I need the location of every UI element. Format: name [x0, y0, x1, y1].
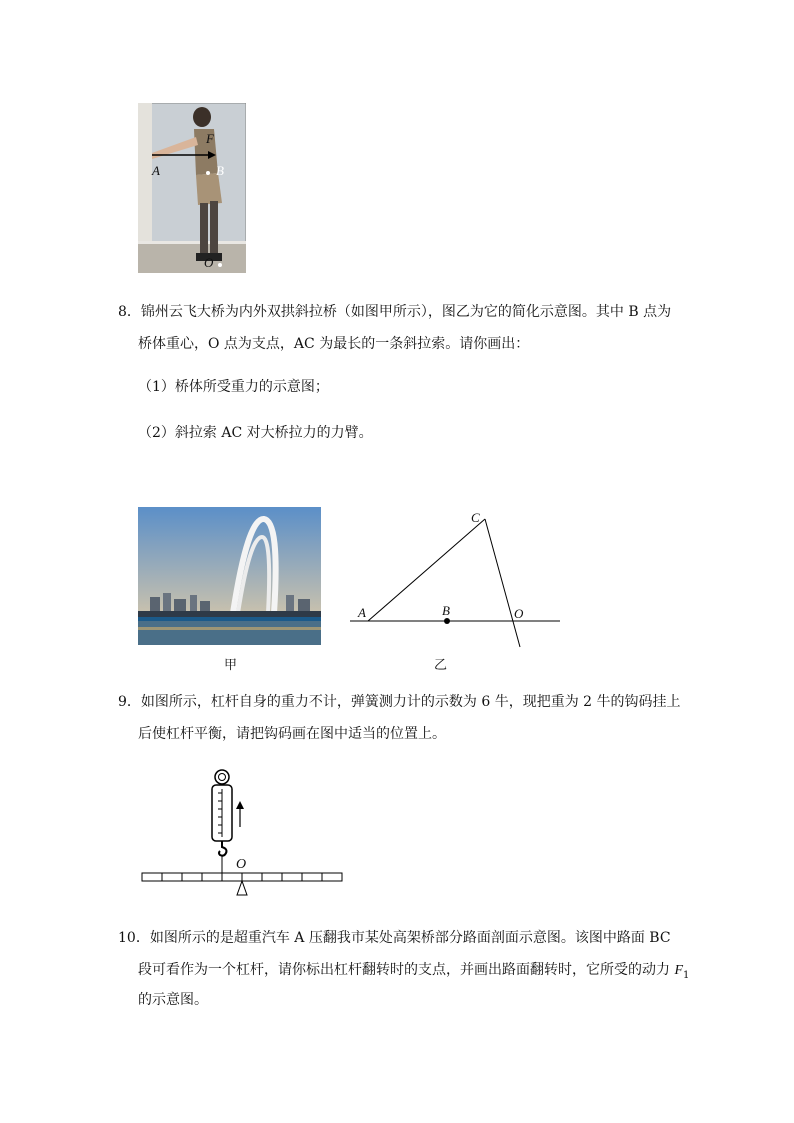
bridge-photo-svg	[138, 507, 321, 645]
caption-jia: 甲	[224, 658, 238, 673]
lever-pivot-label: O	[236, 857, 247, 872]
q9-line1: 9．如图所示，杠杆自身的重力不计，弹簧测力计的示数为 6 牛，现把重为 2 牛的钩码挂上	[118, 694, 681, 710]
q8-line2: 桥体重心，O 点为支点，AC 为最长的一条斜拉索。请你画出：	[138, 336, 530, 352]
diagram-label-c: C	[471, 510, 480, 525]
bridge-photo	[138, 507, 321, 645]
q8-item1: （1）桥体所受重力的示意图；	[138, 379, 329, 395]
person-pushing-wall-photo	[138, 103, 246, 273]
diagram-label-b: B	[442, 603, 450, 618]
lever-diagram-svg	[140, 765, 350, 900]
label-o: O	[204, 255, 214, 270]
q10-line2-text: 段可看作为一个杠杆，请你标出杠杆翻转时的支点，并画出路面翻转时，它所受的动力	[138, 962, 675, 978]
lever-spring-scale-diagram	[140, 765, 350, 900]
q10-line1: 10．如图所示的是超重汽车 A 压翻我市某处高架桥部分路面剖面示意图。该图中路面 BC	[118, 930, 671, 946]
label-f: F	[206, 131, 214, 146]
bridge-lever-diagram	[350, 505, 565, 650]
force-arrow-overlay	[138, 103, 246, 273]
caption-yi: 乙	[434, 658, 448, 673]
force-symbol: F	[674, 963, 684, 978]
diagram-label-a: A	[358, 605, 366, 620]
force-subscript: 1	[683, 969, 690, 981]
label-a: A	[152, 163, 160, 178]
bridge-diagram-svg	[350, 505, 565, 650]
label-b: B	[216, 163, 224, 178]
q10-line3: 的示意图。	[138, 992, 208, 1008]
q8-item2: （2）斜拉索 AC 对大桥拉力的力臂。	[138, 425, 373, 441]
q8-line1: 8．锦州云飞大桥为内外双拱斜拉桥（如图甲所示），图乙为它的简化示意图。其中 B 点为	[118, 304, 672, 320]
diagram-label-o: O	[514, 606, 524, 621]
q10-line2	[138, 960, 689, 986]
q9-line2: 后使杠杆平衡，请把钩码画在图中适当的位置上。	[138, 726, 446, 742]
